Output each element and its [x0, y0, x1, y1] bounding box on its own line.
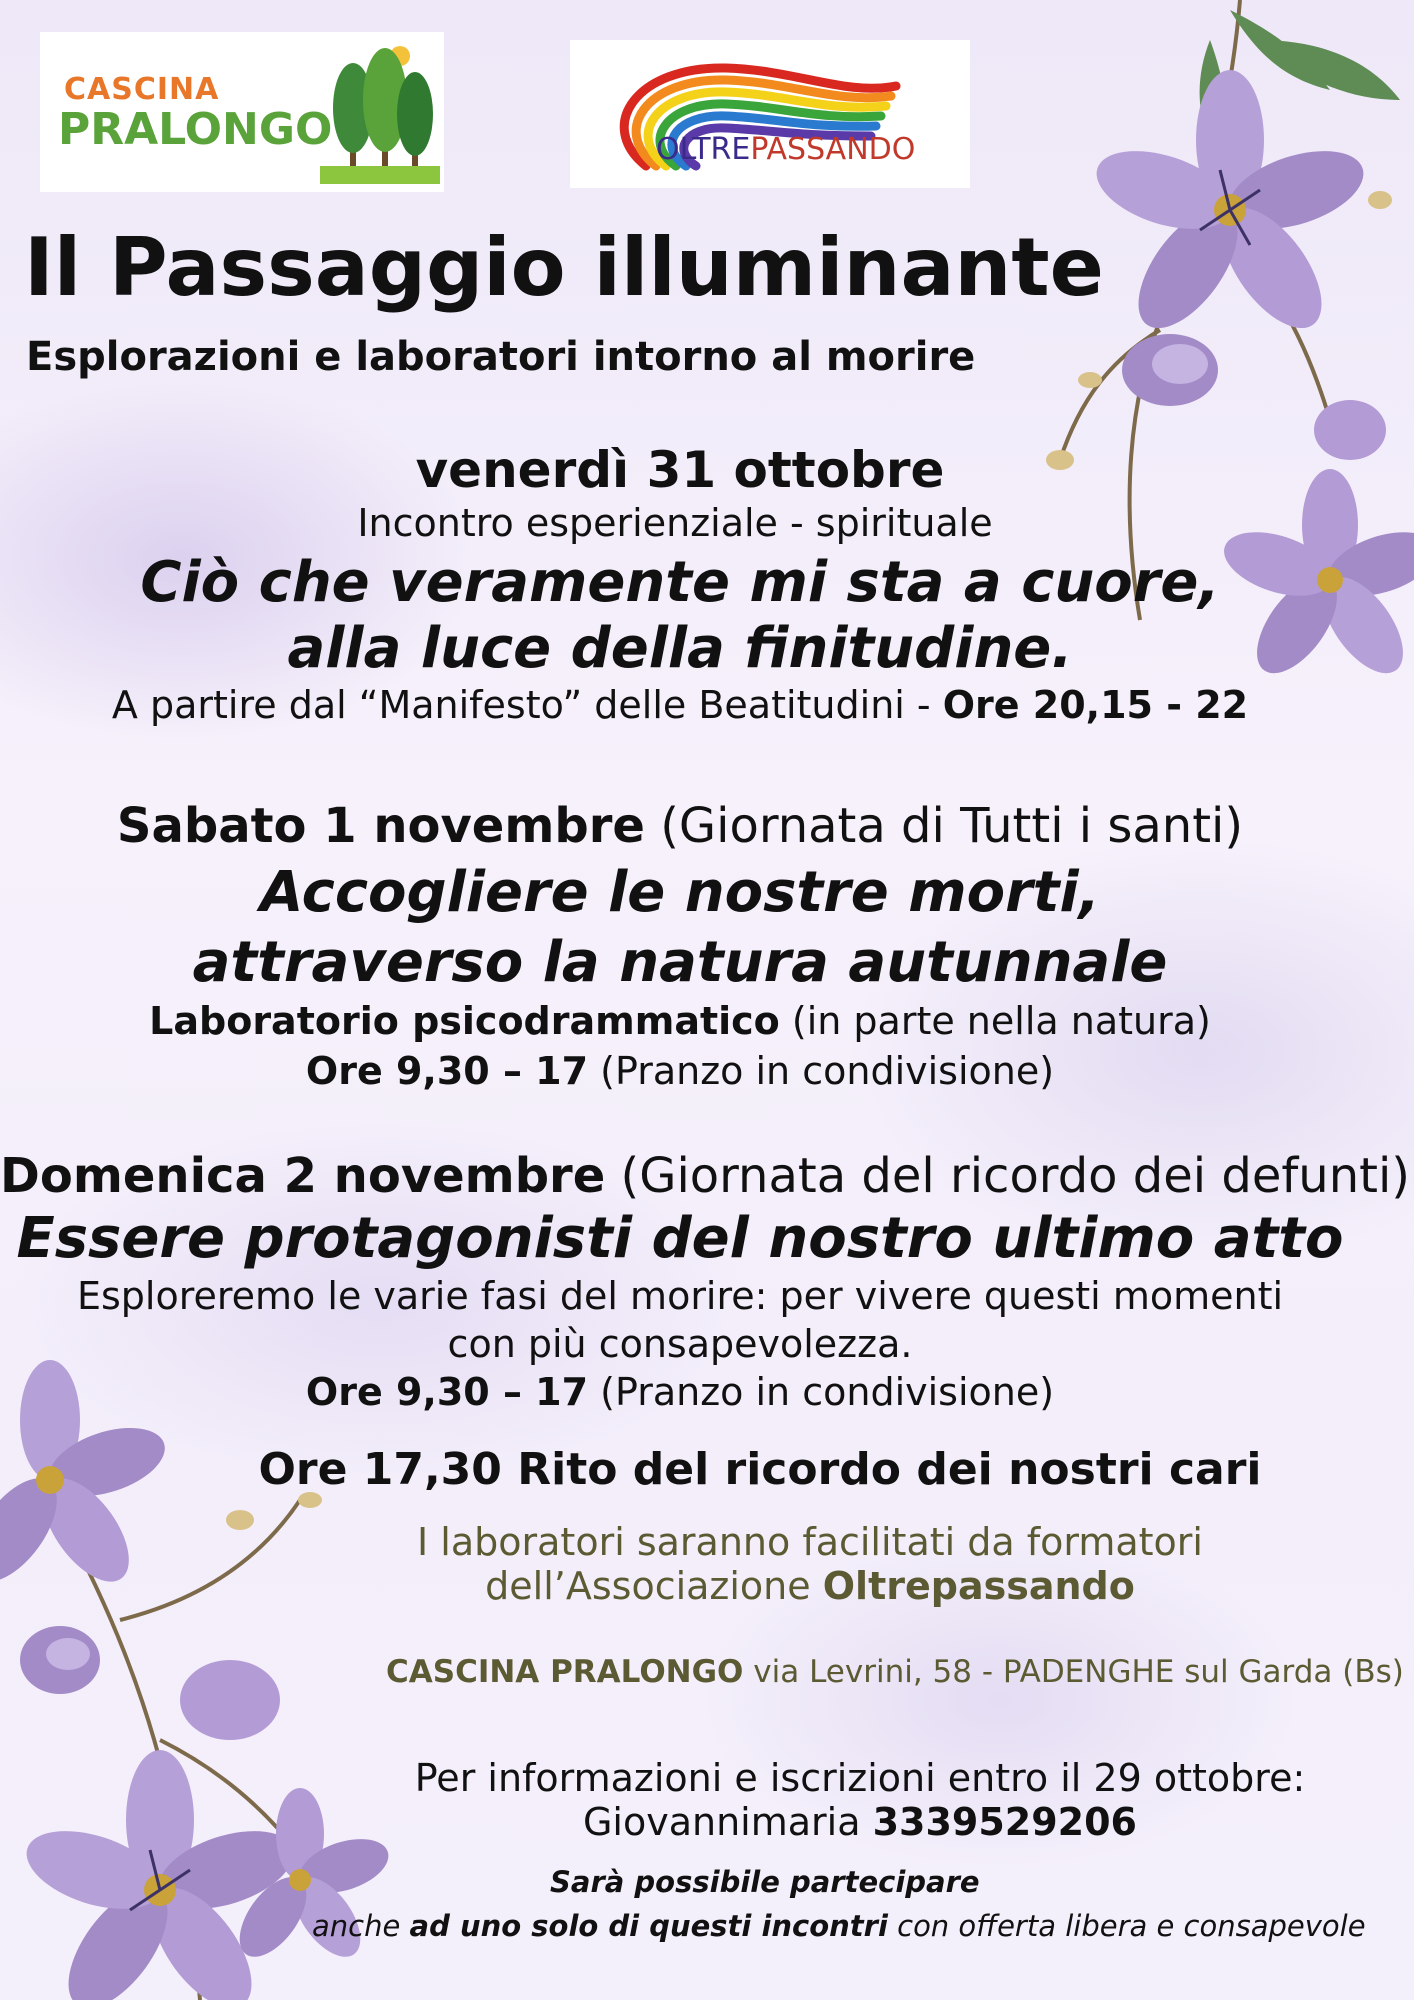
facilitators-prefix: dell’Associazione — [485, 1564, 823, 1608]
venue-address: via Levrini, 58 - PADENGHE sul Garda (Bs) — [743, 1654, 1404, 1690]
note-suffix: con offerta libera e consapevole — [887, 1909, 1366, 1943]
logo-text-oltrepassando — [656, 132, 915, 167]
flower-bud-3 — [20, 1626, 100, 1694]
facilitators-line2 — [380, 1564, 1240, 1608]
event3-time: Ore 9,30 – 17 — [305, 1370, 589, 1414]
event3-rite: Ore 17,30 Rito del ricordo dei nostri cari — [258, 1444, 1262, 1495]
event2-workshop-note: (in parte nella natura) — [779, 999, 1211, 1043]
oltrepassando-logo — [570, 40, 970, 188]
event2-time-note: (Pranzo in condivisione) — [588, 1049, 1055, 1093]
page-title: Il Passaggio illuminante — [24, 221, 1104, 314]
venue-line — [386, 1652, 1404, 1692]
event2-title-line1: Accogliere le nostre morti, — [260, 860, 1100, 925]
event1-details — [0, 682, 1360, 728]
venue-name: CASCINA PRALONGO — [386, 1654, 744, 1690]
event2-date-line — [0, 796, 1360, 856]
contact-name: Giovannimaria — [582, 1800, 873, 1844]
event1-title-line2: alla luce della finitudine. — [287, 616, 1073, 681]
event2-date-note: (Giornata di Tutti i santi) — [644, 798, 1244, 854]
event2-workshop: Laboratorio psicodrammatico — [149, 999, 780, 1043]
event2-date: Sabato 1 novembre — [116, 798, 645, 854]
event3-time-note: (Pranzo in condivisione) — [588, 1370, 1055, 1414]
event1-type: Incontro esperienziale - spirituale — [357, 501, 993, 545]
event3-date: Domenica 2 novembre — [0, 1148, 606, 1204]
event2-time-line — [0, 1046, 1360, 1096]
logo-text-passando: PASSANDO — [750, 132, 916, 167]
facilitators-association: Oltrepassando — [822, 1564, 1135, 1608]
flower-4 — [17, 1750, 303, 2000]
event2-title-line2: attraverso la natura autunnale — [192, 930, 1168, 995]
event1-time: Ore 20,15 - 22 — [942, 683, 1249, 727]
event3-desc-line1: Esploreremo le varie fasi del morire: per vivere questi momenti — [76, 1274, 1284, 1318]
logo-text-cascina: CASCINA — [64, 72, 220, 107]
event1-date: venerdì 31 ottobre — [415, 441, 945, 499]
note-line2 — [300, 1904, 1400, 1948]
contact-line2 — [380, 1800, 1340, 1844]
note-prefix: anche — [312, 1909, 410, 1943]
logo-text-oltre: OLTRE — [656, 132, 751, 167]
facilitators-section — [380, 1520, 1240, 1608]
contact-line1: Per informazioni e iscrizioni entro il 29 ottobre: — [414, 1756, 1306, 1800]
event3-date-note: (Giornata del ricordo dei defunti) — [605, 1148, 1411, 1204]
cascina-pralongo-logo — [40, 32, 444, 192]
event2-time: Ore 9,30 – 17 — [305, 1049, 589, 1093]
event2-workshop-line — [0, 996, 1360, 1046]
event3-desc-line2: con più consapevolezza. — [447, 1322, 913, 1366]
note-bold: ad uno solo di questi incontri — [409, 1909, 888, 1943]
contact-phone: 3339529206 — [872, 1800, 1137, 1844]
logo-text-pralongo: PRALONGO — [58, 104, 333, 155]
contact-section — [380, 1756, 1340, 1844]
trees-icon — [320, 38, 440, 188]
event3-time-line — [0, 1368, 1360, 1416]
page-subtitle: Esplorazioni e laboratori intorno al morire — [26, 334, 976, 380]
flower-1 — [1087, 70, 1373, 345]
event1-details-text: A partire dal “Manifesto” delle Beatitudini - — [111, 683, 943, 727]
participation-note — [300, 1860, 1400, 1948]
event3-date-line — [0, 1146, 1411, 1206]
flower-bud-4 — [180, 1660, 280, 1740]
event1-title-line1: Ciò che veramente mi sta a cuore, — [140, 550, 1220, 615]
facilitators-line1: I laboratori saranno facilitati da formatori — [417, 1520, 1203, 1564]
event3-title: Essere protagonisti del nostro ultimo atto — [16, 1206, 1344, 1271]
note-line1: Sarà possibile partecipare — [550, 1865, 980, 1899]
flower-bud-1 — [1122, 334, 1218, 406]
